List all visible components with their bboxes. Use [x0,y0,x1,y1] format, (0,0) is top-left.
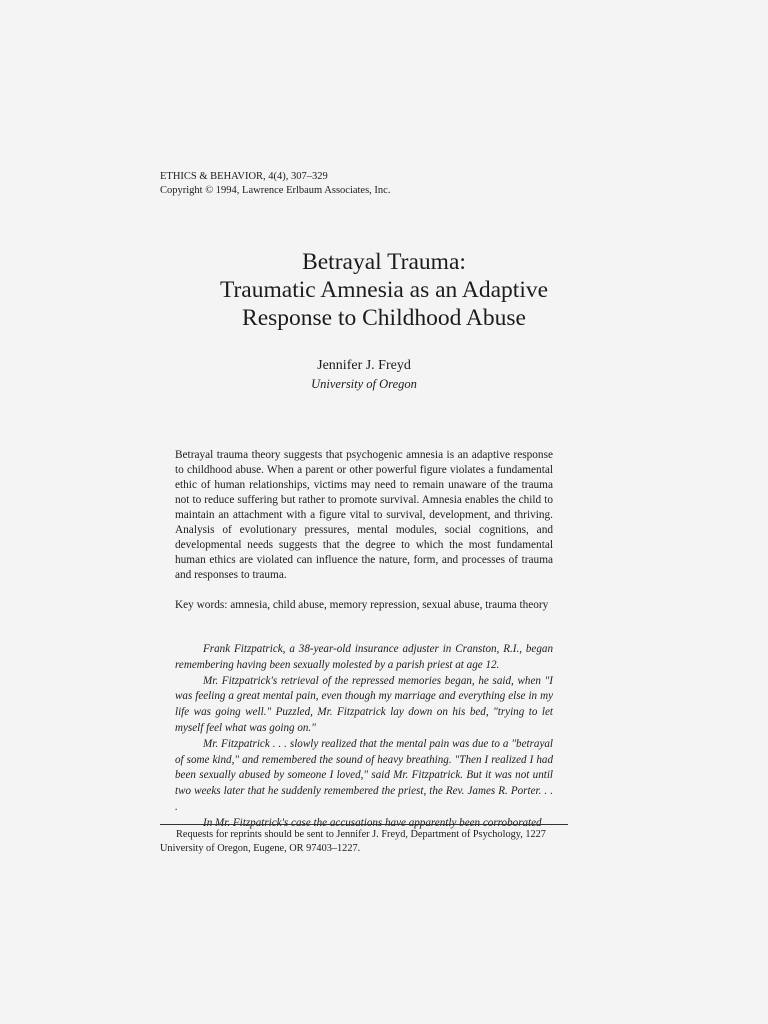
author-name: Jennifer J. Freyd [317,358,411,373]
title-line-2: Traumatic Amnesia as an Adaptive [219,277,549,303]
title-line-3: Response to Childhood Abuse [242,305,526,331]
quote-paragraph-1: Frank Fitzpatrick, a 38-year-old insurance adjuster in Cranston, R.I., began remembering having been sexually molested by a parish priest at age 12. [175,643,553,671]
article-title [0,248,768,332]
quote-paragraph-4: In Mr. Fitzpatrick's case the accusations have apparently been corroborated [203,816,542,829]
quote-paragraph-3: Mr. Fitzpatrick . . . slowly realized that the mental pain was due to a "betrayal of some kind," and remembered the sound of heavy breathing. "Then I realized I had been sexually abused by someone I loved," said Mr. Fitzpatrick. But it was not until two weeks later that he suddenly remembered the priest, the Rev. James R. Porter. . . . [175,737,553,813]
journal-citation: ETHICS & BEHAVIOR, 4(4), 307–329 [160,171,328,182]
quote-paragraph-2: Mr. Fitzpatrick's retrieval of the repressed memories began, he said, when "I was feeling a great mental pain, even though my marriage and everything else in my life was going well." Puzzled, Mr. Fitzpatrick lay down on his bed, "trying to let myself feel what was going on." [175,674,553,734]
author-affiliation: University of Oregon [311,377,417,391]
journal-header [160,170,390,198]
abstract: Betrayal trauma theory suggests that psychogenic amnesia is an adaptive response to childhood abuse. When a parent or other powerful figure violates a fundamental ethic of human relationships, victims may need to remain unaware of the trauma not to reduce suffering but rather to promote survival. Amnesia enables the child to maintain an attachment with a figure vital to survival, development, and thriving. Analysis of evolutionary pressures, mental modules, social cognitions, and developmental needs suggests that the degree to which the most fundamental human ethics are violated can influence the nature, form, and processes of trauma and responses to trauma. [175,449,553,581]
title-line-1: Betrayal Trauma: [302,249,466,275]
copyright-notice: Copyright © 1994, Lawrence Erlbaum Associates, Inc. [160,185,391,196]
author-block [0,356,728,394]
reprint-footnote: Requests for reprints should be sent to Jennifer J. Freyd, Department of Psychology, 1227 University of Oregon, Eugene, OR 97403–1227. [160,829,546,854]
opening-quote [175,642,553,832]
keywords: Key words: amnesia, child abuse, memory repression, sexual abuse, trauma theory [175,599,549,611]
footnote-divider [160,824,568,825]
